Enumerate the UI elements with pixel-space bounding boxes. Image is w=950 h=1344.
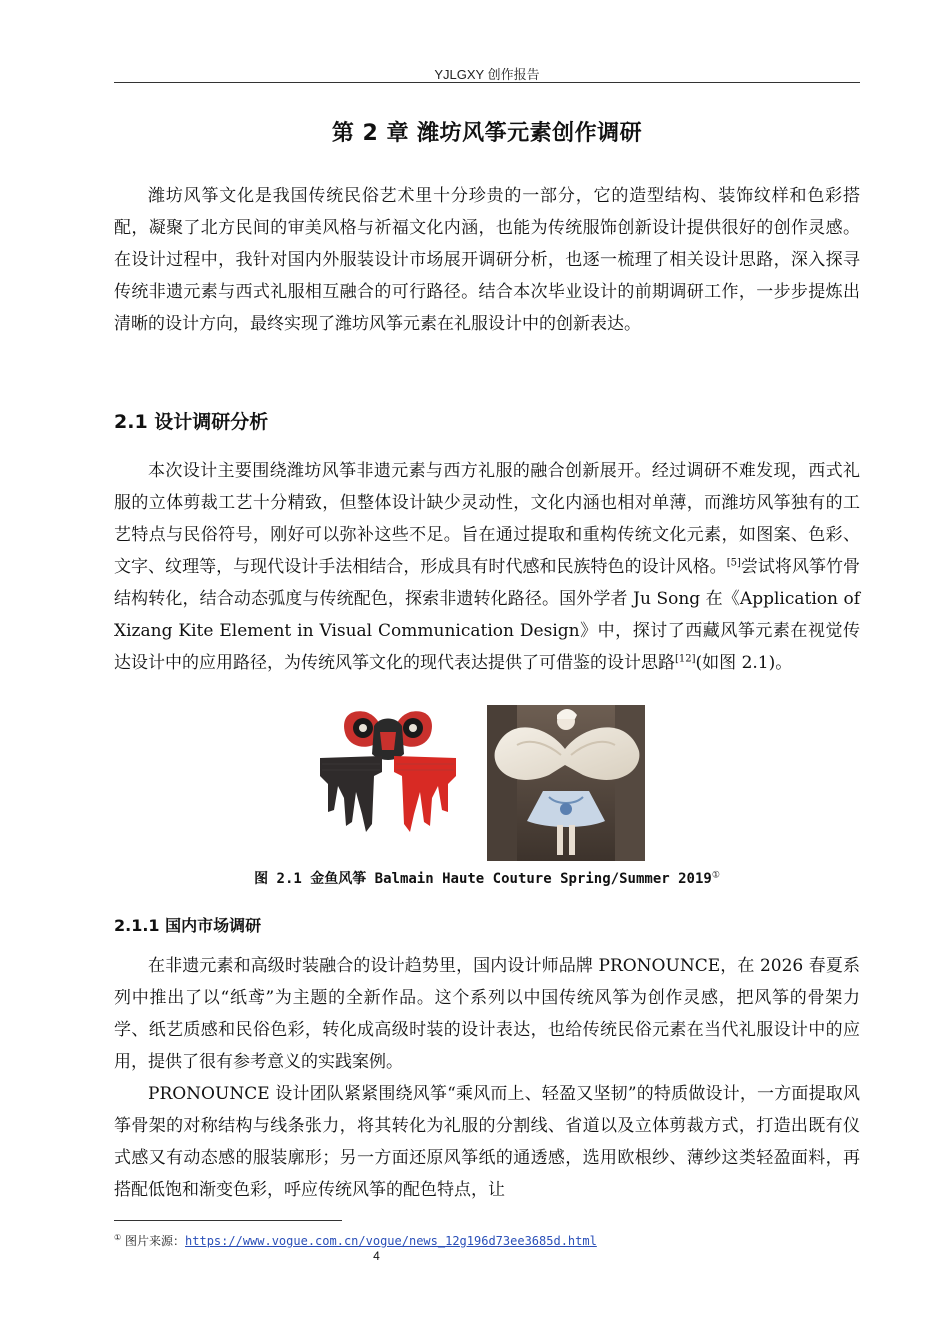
section-heading-2-1: 2.1 设计调研分析 [114,411,269,433]
intro-paragraph: 潍坊风筝文化是我国传统民俗艺术里十分珍贵的一部分，它的造型结构、装饰纹样和色彩搭配，凝聚了北方民间的审美风格与祈福文化内涵，也能为传统服饰创新设计提供很好的创作灵感。在设计过程中，我针对国内外服装设计市场展开调研分析，也逐一梳理了相关设计思路，深入探寻传统非遗元素与西式礼服相互融合的可行路径。结合本次毕业设计的前期调研工作，一步步提炼出清晰的设计方向，最终实现了潍坊风筝元素在礼服设计中的创新表达。 [114,186,860,334]
chapter-title: 第 2 章 潍坊风筝元素创作调研 [331,121,643,146]
footnote-mark: ① [114,1233,122,1242]
citation-5: [5] [726,557,741,569]
paragraph-text: (如图 2.1)。 [695,653,793,673]
page-number: 4 [373,1249,380,1263]
header-rule [114,82,860,83]
section-2-1-paragraph [114,455,860,679]
footnote-reference: ① [711,870,720,881]
goldfish-kite-image [318,706,458,840]
source-link[interactable]: https://www.vogue.com.cn/vogue/news_12g196d73ee3685d.html [185,1234,597,1248]
footnote-rule [114,1220,342,1221]
caption-text: 图 2.1 金鱼风筝 Balmain Haute Couture Spring/Summer 2019 [254,871,712,887]
footnote [114,1232,860,1249]
subsection-heading-2-1-1: 2.1.1 国内市场调研 [114,916,262,935]
figure-caption [114,868,860,888]
domestic-market-paragraph-1: 在非遗元素和高级时装融合的设计趋势里，国内设计师品牌 PRONOUNCE，在 2026 春夏系列中推出了以“纸鸢”为主题的全新作品。这个系列以中国传统风筝为创作灵感，把风筝的骨架力学、纸艺质感和民俗色彩，转化成高级时装的设计表达，也给传统民俗元素在当代礼服设计中的应用，提供了很有参考意义的实践案例。 [114,956,860,1072]
footnote-label: 图片来源： [125,1234,186,1248]
citation-12: [12] [675,653,696,665]
balmain-runway-photo [487,705,645,861]
paragraph-text: 尝试将风筝竹骨结构转化，结合动态弧度与传统配色，探索非遗转化路径。国外学者 Ju Song 在《Application of Xizang Kite Element in Visual Communication Design》中，探讨了西藏风筝元素在视觉传达设计中的应用路径，为传统风筝文化的现代表达提供了可借鉴的设计思路 [114,557,861,673]
domestic-market-paragraph-2: PRONOUNCE 设计团队紧紧围绕风筝“乘风而上、轻盈又坚韧”的特质做设计，一方面提取风筝骨架的对称结构与线条张力，将其转化为礼服的分割线、省道以及立体剪裁方式，打造出既有仪式感又有动态感的服装廓形；另一方面还原风筝纸的通透感，选用欧根纱、薄纱这类轻盈面料，再搭配低饱和渐变色彩，呼应传统风筝的配色特点，让 [114,1084,860,1200]
paragraph-text: 本次设计主要围绕潍坊风筝非遗元素与西方礼服的融合创新展开。经过调研不难发现，西式礼服的立体剪裁工艺十分精致，但整体设计缺少灵动性，文化内涵也相对单薄，而潍坊风筝独有的工艺特点与民俗符号，刚好可以弥补这些不足。旨在通过提取和重构传统文化元素，如图案、色彩、文字、纹理等，与现代设计手法相结合，形成具有时代感和民族特色的设计风格。 [114,461,860,577]
running-header: YJLGXY 创作报告 [434,67,540,82]
